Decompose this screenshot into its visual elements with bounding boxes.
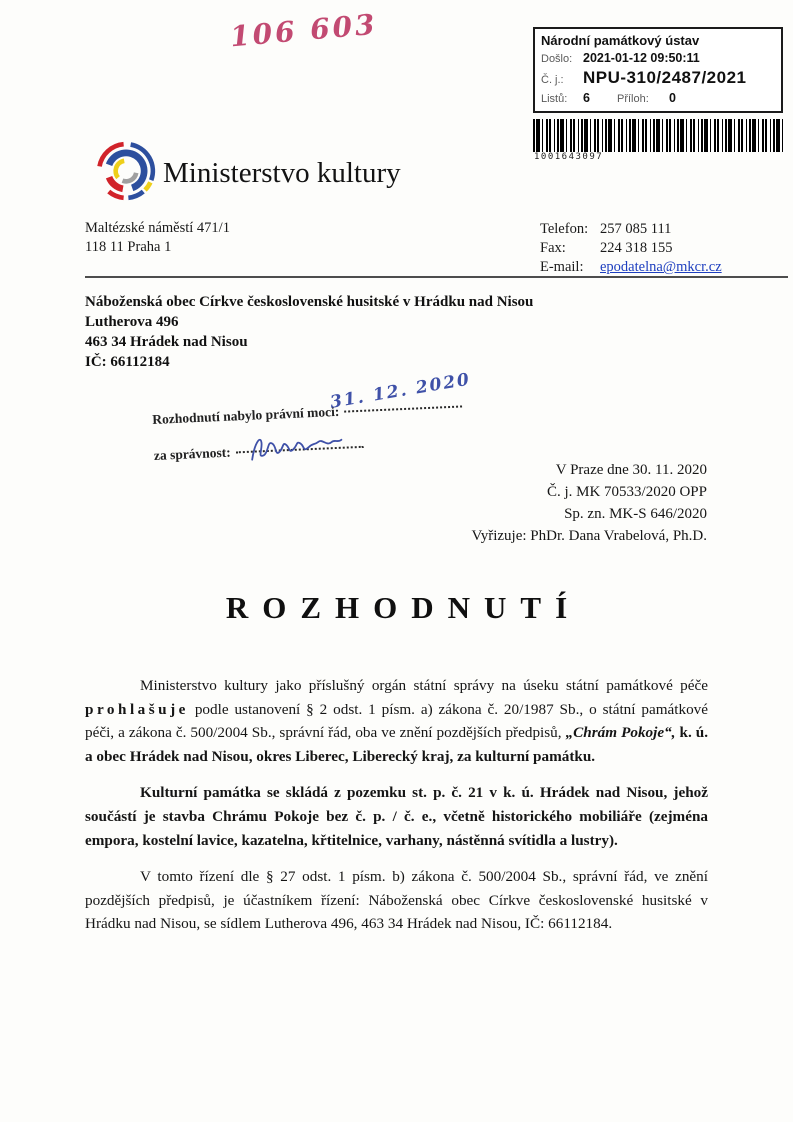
stamp-received-value: 2021-01-12 09:50:11 [583,51,700,65]
file-number: Č. j. MK 70533/2020 OPP [546,484,707,500]
addressee-city: 463 34 Hrádek nad Nisou [85,334,248,350]
addressee-name: Náboženská obec Církve československé husitské v Hrádku nad Nisou [85,294,534,310]
fax-row [540,239,722,258]
phone-label: Telefon: [540,221,589,237]
decision-paragraph-1 [85,674,708,768]
reference-block [472,459,707,547]
paragraph1-declares: prohlašuje [85,700,189,718]
addressee-street: Lutherova 496 [85,314,179,330]
stamp-refnumber-row [541,68,775,88]
paragraph1-rest: k. ú. a obec Hrádek nad Nisou, okres Liberec, Liberecký kraj, za kulturní památku. [85,724,708,765]
stamp-attachments-label: Příloh: [617,93,649,105]
ministry-of-culture-logo-icon [95,140,157,202]
email-label: E-mail: [540,259,584,275]
certified-by-row [154,432,524,464]
legal-force-label: Rozhodnutí nabylo právní moci: [152,403,340,427]
handwritten-legal-force-date: 31. 12. 2020 [328,369,473,413]
stamp-org-name: Národní památkový ústav [541,33,700,48]
ministry-name: Ministerstvo kultury [163,157,401,189]
decision-paragraph-2: Kulturní památka se skládá z pozemku st. p. č. 21 v k. ú. Hrádek nad Nisou, jehož součástí je stavba Chrámu Pokoje bez č. p. / č. e., včetně historického mobiliáře (zejména empora, kostelní lavice, kazatelna, křtitelnice, varhany, nástěnná svítidla a lustry). [85,784,708,849]
legal-force-block [152,369,524,464]
certified-by-label: za správnost: [153,444,232,463]
paragraph1-monument-name: „Chrám Pokoje“, [565,724,676,742]
fax-value: 224 318 155 [600,240,673,256]
phone-value: 257 085 111 [600,221,672,237]
stamp-sheets-label: Listů: [541,93,568,105]
stamp-attachments-value: 0 [669,91,676,105]
barcode-number: 1001643097 [534,152,604,162]
decision-paragraph-3: V tomto řízení dle § 27 odst. 1 písm. b) zákona č. 500/2004 Sb., správní řád, ve znění pozdějších předpisů, je účastníkem řízení: Náboženská obec Církve československé husitské v Hrádku nad Nisou, se sídlem Lutherova 496, 463 34 Hrádek nad Nisou, IČ: 66112184. [85,868,708,933]
paragraph1-intro: Ministerstvo kultury jako příslušný orgán státní správy na úseku státní památkové péče [140,677,708,694]
stamp-sheets-row [541,91,775,105]
legal-force-row [152,369,522,428]
case-number: Sp. zn. MK-S 646/2020 [564,506,707,522]
email-row [540,258,722,277]
email-link[interactable]: epodatelna@mkcr.cz [600,259,722,275]
stamp-refnumber-value: NPU-310/2487/2021 [583,68,747,87]
paragraph1-middle: podle ustanovení § 2 odst. 1 písm. a) zákona č. 20/1987 Sb., o státní památkové péči, a zákona č. 500/2004 Sb., správní řád, oba ve znění pozdějších předpisů, [85,700,708,742]
ministry-address [85,219,230,257]
handwritten-signature [248,428,345,466]
stamp-received-row [541,51,775,65]
phone-row [540,220,722,239]
stamp-sheets-value: 6 [583,91,590,105]
addressee-block [85,292,533,372]
stamp-received-label: Došlo: [541,53,573,65]
fax-label: Fax: [540,240,566,256]
decision-title: ROZHODNUTÍ [225,590,582,625]
address-line2: 118 11 Praha 1 [85,239,172,255]
place-and-date: V Praze dne 30. 11. 2020 [555,462,707,478]
addressee-ic: IČ: 66112184 [85,354,170,370]
letterhead-divider [85,276,788,278]
npu-receipt-stamp [533,27,783,113]
handwritten-registry-number: 106 603 [228,7,379,54]
address-line1: Maltézské náměstí 471/1 [85,220,230,236]
handled-by: Vyřizuje: PhDr. Dana Vrabelová, Ph.D. [471,528,707,544]
barcode [533,119,785,152]
decision-body [85,674,708,949]
ministry-contact [540,220,722,277]
stamp-refnumber-label: Č. j.: [541,74,564,86]
